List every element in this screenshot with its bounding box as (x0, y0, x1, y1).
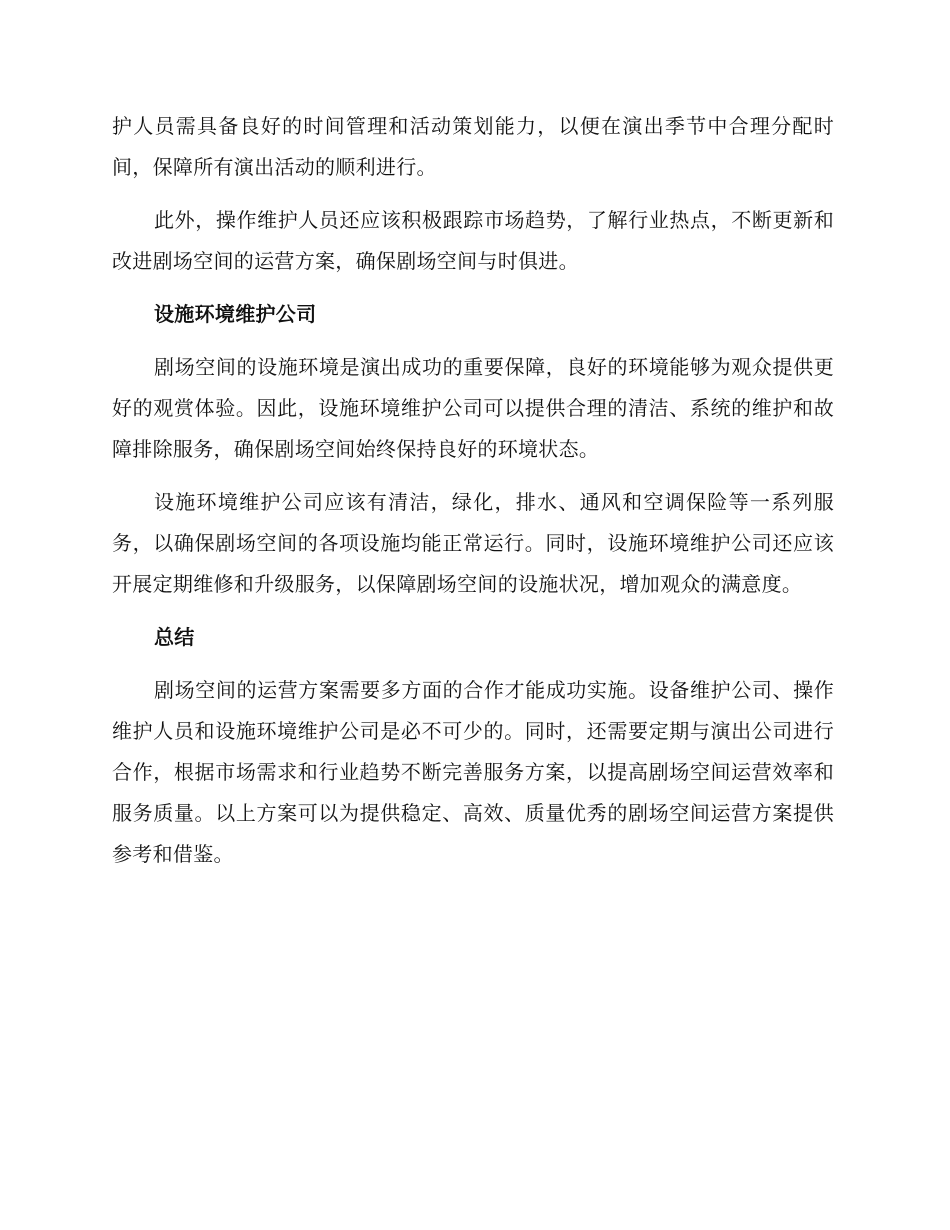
section-heading-facility-maintenance: 设施环境维护公司 (154, 302, 317, 326)
paragraph-market-trends: 此外，操作维护人员还应该积极跟踪市场趋势，了解行业热点，不断更新和改进剧场空间的运营方案，确保剧场空间与时俱进。 (112, 208, 834, 273)
paragraph-facility-services: 设施环境维护公司应该有清洁，绿化，排水、通风和空调保险等一系列服务，以确保剧场空间的各项设施均能正常运行。同时，设施环境维护公司还应该开展定期维修和升级服务，以保障剧场空间的设施状况，增加观众的满意度。 (112, 490, 834, 596)
section-heading-summary: 总结 (154, 625, 195, 649)
paragraph-summary: 剧场空间的运营方案需要多方面的合作才能成功实施。设备维护公司、操作维护人员和设施环境维护公司是必不可少的。同时，还需要定期与演出公司进行合作，根据市场需求和行业趋势不断完善服务方案，以提高剧场空间运营效率和服务质量。以上方案可以为提供稳定、高效、质量优秀的剧场空间运营方案提供参考和借鉴。 (112, 678, 834, 866)
paragraph-continuation: 护人员需具备良好的时间管理和活动策划能力，以便在演出季节中合理分配时间，保障所有演出活动的顺利进行。 (112, 114, 834, 179)
paragraph-facility-environment: 剧场空间的设施环境是演出成功的重要保障，良好的环境能够为观众提供更好的观赏体验。因此，设施环境维护公司可以提供合理的清洁、系统的维护和故障排除服务，确保剧场空间始终保持良好的环境状态。 (112, 355, 834, 461)
document-page (112, 106, 834, 875)
